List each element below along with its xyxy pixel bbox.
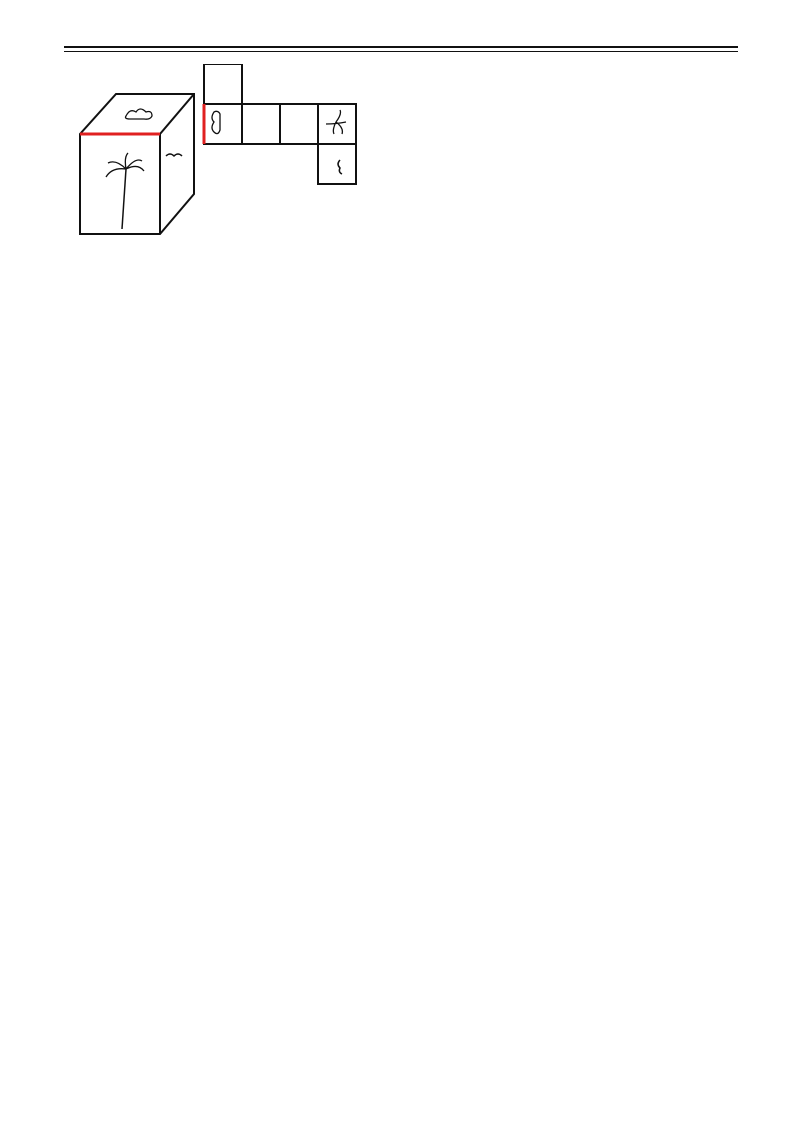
cube-3d [80, 94, 194, 234]
document-body [64, 62, 738, 270]
header-rule [64, 46, 738, 52]
net-seagull-icon [338, 160, 342, 174]
cube-figure [64, 64, 738, 264]
net-face-2 [242, 104, 280, 144]
cube-top-right-edge [160, 94, 194, 134]
net-face-c [318, 144, 356, 184]
seagull-icon [166, 154, 182, 156]
net-face-a [204, 104, 242, 144]
net-palm-icon [326, 110, 346, 134]
figure-svg [64, 64, 484, 264]
cube-net [204, 64, 356, 184]
net-face-top [204, 64, 242, 104]
net-face-3 [280, 104, 318, 144]
cloud-icon [126, 109, 153, 119]
net-cloud-icon [212, 111, 220, 133]
palm-tree-trunk [122, 169, 126, 229]
